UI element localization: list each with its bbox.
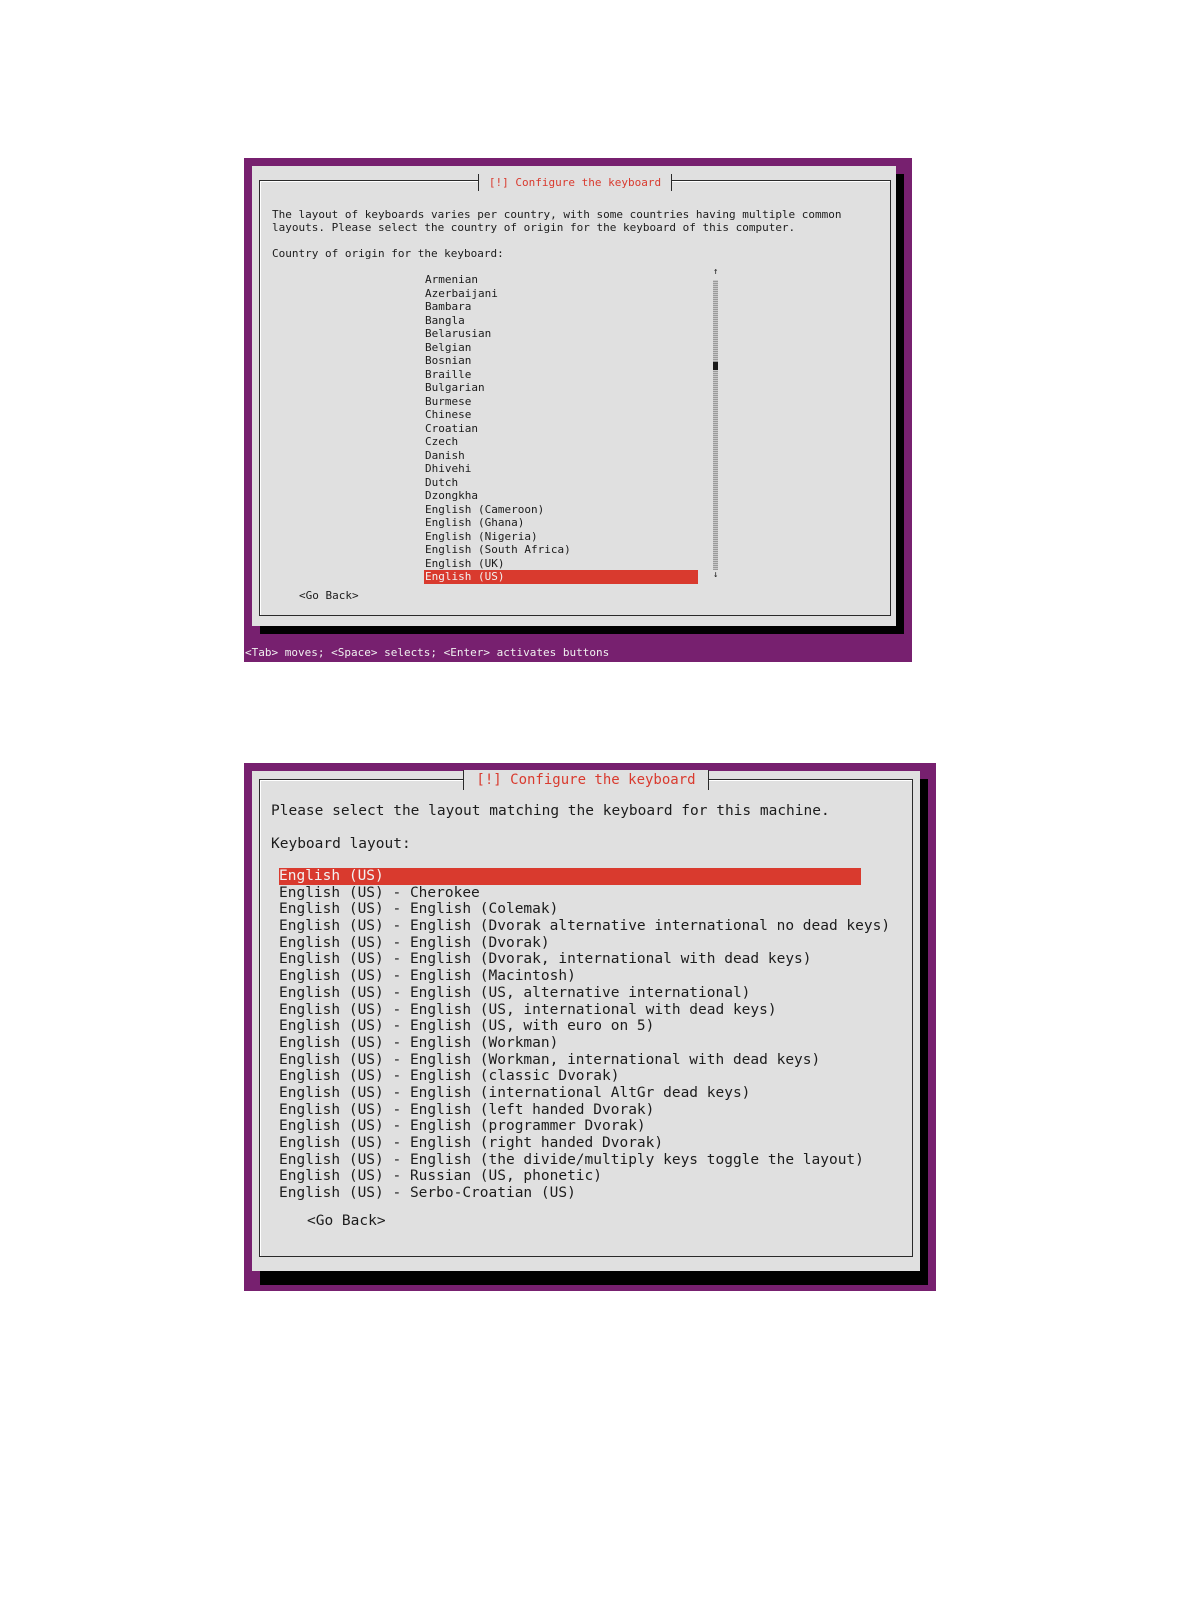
list-item[interactable]: English (US) - Russian (US, phonetic): [279, 1168, 603, 1185]
list-item[interactable]: Belgian: [425, 340, 472, 354]
scrollbar-thumb[interactable]: [713, 362, 718, 370]
list-item[interactable]: Belarusian: [425, 327, 492, 340]
list-item[interactable]: Bosnian: [425, 354, 472, 367]
list-item[interactable]: Danish: [425, 448, 465, 462]
list-item[interactable]: Dhivehi: [425, 462, 472, 475]
list-item[interactable]: English (US) - English (Dvorak alternative international no dead keys): [279, 918, 891, 935]
list-item[interactable]: English (Nigeria): [425, 529, 538, 543]
list-item[interactable]: English (UK): [425, 556, 505, 570]
country-list[interactable]: [424, 273, 698, 584]
list-item[interactable]: English (US) - English (Workman, international with dead keys): [279, 1051, 821, 1068]
list-item[interactable]: English (US) - English (programmer Dvorak): [279, 1118, 646, 1135]
go-back-button[interactable]: <Go Back>: [307, 1213, 386, 1229]
list-item[interactable]: English (US) - English (international AltGr dead keys): [279, 1084, 751, 1101]
list-item[interactable]: English (US) - English (right handed Dvorak): [279, 1135, 664, 1151]
list-item[interactable]: English (Ghana): [425, 516, 525, 529]
list-item[interactable]: Bulgarian: [425, 381, 485, 394]
list-item[interactable]: English (US) - English (classic Dvorak): [279, 1068, 620, 1085]
list-item[interactable]: Braille: [425, 367, 472, 381]
list-prompt: Keyboard layout:: [271, 836, 411, 852]
installer-screen-layout: [244, 763, 936, 1291]
list-item[interactable]: English (US) - English (Workman): [279, 1034, 559, 1051]
list-prompt: Country of origin for the keyboard:: [272, 247, 504, 260]
list-item[interactable]: English (US) - English (the divide/multiply keys toggle the layout): [279, 1151, 864, 1168]
list-item[interactable]: English (US) - English (Dvorak, international with dead keys): [279, 951, 812, 968]
status-bar-hint: <Tab> moves; <Space> selects; <Enter> activates buttons: [245, 646, 610, 659]
list-item[interactable]: Armenian: [425, 273, 478, 286]
list-item[interactable]: Azerbaijani: [425, 286, 498, 300]
list-item[interactable]: English (US) - English (left handed Dvorak): [279, 1101, 655, 1118]
list-item[interactable]: English (US) - English (US, with euro on 5): [279, 1018, 655, 1035]
list-item[interactable]: Dutch: [425, 475, 459, 489]
list-item[interactable]: English (Cameroon): [425, 502, 545, 516]
list-item[interactable]: English (US) - English (US, alternative international): [279, 984, 751, 1001]
scrollbar-track[interactable]: [713, 280, 718, 570]
scroll-up-arrow[interactable]: ↑: [713, 267, 719, 277]
list-item[interactable]: English (US) - English (US, international with dead keys): [279, 1001, 777, 1018]
list-item-selected[interactable]: English (US): [424, 570, 698, 584]
scroll-down-arrow[interactable]: ↓: [713, 570, 719, 580]
list-item[interactable]: English (South Africa): [425, 543, 571, 556]
list-item[interactable]: Bambara: [425, 300, 472, 313]
list-item[interactable]: Czech: [425, 435, 459, 448]
list-item[interactable]: Dzongkha: [425, 489, 478, 502]
keyboard-layout-list[interactable]: [279, 868, 891, 1202]
configure-keyboard-dialog: [252, 771, 920, 1271]
dialog-description: Please select the layout matching the keyboard for this machine.: [271, 803, 830, 819]
configure-keyboard-dialog: [252, 166, 896, 626]
list-item[interactable]: Chinese: [425, 408, 472, 421]
list-item[interactable]: English (US) - Cherokee: [279, 884, 480, 901]
installer-screen-country: [244, 158, 912, 662]
go-back-button[interactable]: <Go Back>: [299, 589, 359, 602]
list-item[interactable]: English (US) - English (Dvorak): [279, 934, 550, 951]
dialog-title: [!] Configure the keyboard: [478, 174, 672, 191]
list-item[interactable]: English (US) - English (Colemak): [279, 901, 559, 918]
list-item[interactable]: Burmese: [425, 394, 472, 408]
list-item[interactable]: English (US) - Serbo-Croatian (US): [279, 1185, 576, 1202]
dialog-description: The layout of keyboards varies per country, with some countries having multiple common layouts. Please select the country of origin for the keyboard of this computer.: [272, 208, 842, 235]
list-item[interactable]: English (US) - English (Macintosh): [279, 968, 576, 985]
list-item[interactable]: Croatian: [425, 421, 478, 435]
list-item[interactable]: Bangla: [425, 313, 465, 327]
list-item-selected[interactable]: English (US): [279, 868, 861, 885]
dialog-title: [!] Configure the keyboard: [463, 770, 708, 790]
